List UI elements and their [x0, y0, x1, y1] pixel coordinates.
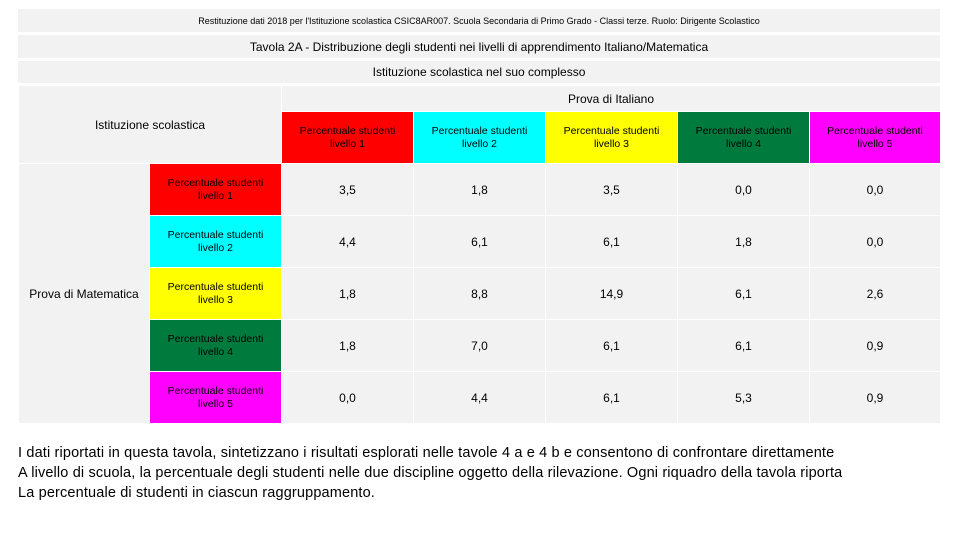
- table-row: [19, 164, 941, 216]
- table-cell: 0,0: [678, 164, 810, 216]
- distribution-table: [18, 85, 941, 424]
- table-cell: 6,1: [678, 268, 810, 320]
- row-header-level-5: Percentuale studenti livello 5: [150, 372, 282, 424]
- column-header-level-5: Percentuale studenti livello 5: [810, 112, 941, 164]
- table-cell: 0,0: [810, 164, 941, 216]
- note-line: A livello di scuola, la percentuale degli studenti nelle due discipline oggetto della rilevazione. Ogni riquadro della tavola riporta: [18, 465, 843, 481]
- table-cell: 4,4: [414, 372, 546, 424]
- table-subtitle: Istituzione scolastica nel suo complesso: [18, 61, 940, 84]
- table-cell: 0,0: [282, 372, 414, 424]
- row-header-level-2: Percentuale studenti livello 2: [150, 216, 282, 268]
- table-cell: 3,5: [546, 164, 678, 216]
- column-header-level-2: Percentuale studenti livello 2: [414, 112, 546, 164]
- report-title: Restituzione dati 2018 per l'Istituzione scolastica CSIC8AR007. Scuola Secondaria di Primo Grado - Classi terze. Ruolo: Dirigente Scolastico: [18, 9, 940, 33]
- table-cell: 4,4: [282, 216, 414, 268]
- table-cell: 0,0: [810, 216, 941, 268]
- table-row: [19, 320, 941, 372]
- table-row: [19, 216, 941, 268]
- column-header-level-4: Percentuale studenti livello 4: [678, 112, 810, 164]
- table-cell: 1,8: [282, 268, 414, 320]
- table-row: [19, 268, 941, 320]
- table-cell: 6,1: [546, 216, 678, 268]
- table-cell: 14,9: [546, 268, 678, 320]
- table-cell: 6,1: [546, 372, 678, 424]
- table-cell: 8,8: [414, 268, 546, 320]
- row-header-level-3: Percentuale studenti livello 3: [150, 268, 282, 320]
- explanatory-note: [18, 443, 948, 503]
- note-line: La percentuale di studenti in ciascun raggruppamento.: [18, 485, 375, 501]
- corner-label: Istituzione scolastica: [19, 86, 282, 164]
- table-cell: 5,3: [678, 372, 810, 424]
- table-cell: 2,6: [810, 268, 941, 320]
- table-row: [19, 372, 941, 424]
- table-cell: 1,8: [414, 164, 546, 216]
- table-cell: 3,5: [282, 164, 414, 216]
- table-cell: 1,8: [282, 320, 414, 372]
- table-cell: 6,1: [546, 320, 678, 372]
- table-cell: 6,1: [414, 216, 546, 268]
- row-header-level-4: Percentuale studenti livello 4: [150, 320, 282, 372]
- table-cell: 1,8: [678, 216, 810, 268]
- note-line: I dati riportati in questa tavola, sintetizzano i risultati esplorati nelle tavole 4 a e 4 b e consentono di confrontare direttamente: [18, 445, 835, 461]
- table-cell: 6,1: [678, 320, 810, 372]
- table-cell: 7,0: [414, 320, 546, 372]
- row-header-level-1: Percentuale studenti livello 1: [150, 164, 282, 216]
- column-header-level-1: Percentuale studenti livello 1: [282, 112, 414, 164]
- row-group-label: Prova di Matematica: [19, 164, 150, 424]
- table-title: Tavola 2A - Distribuzione degli studenti nei livelli di apprendimento Italiano/Matematica: [18, 35, 940, 59]
- col-group-label: Prova di Italiano: [282, 86, 941, 112]
- table-cell: 0,9: [810, 372, 941, 424]
- column-header-level-3: Percentuale studenti livello 3: [546, 112, 678, 164]
- table-cell: 0,9: [810, 320, 941, 372]
